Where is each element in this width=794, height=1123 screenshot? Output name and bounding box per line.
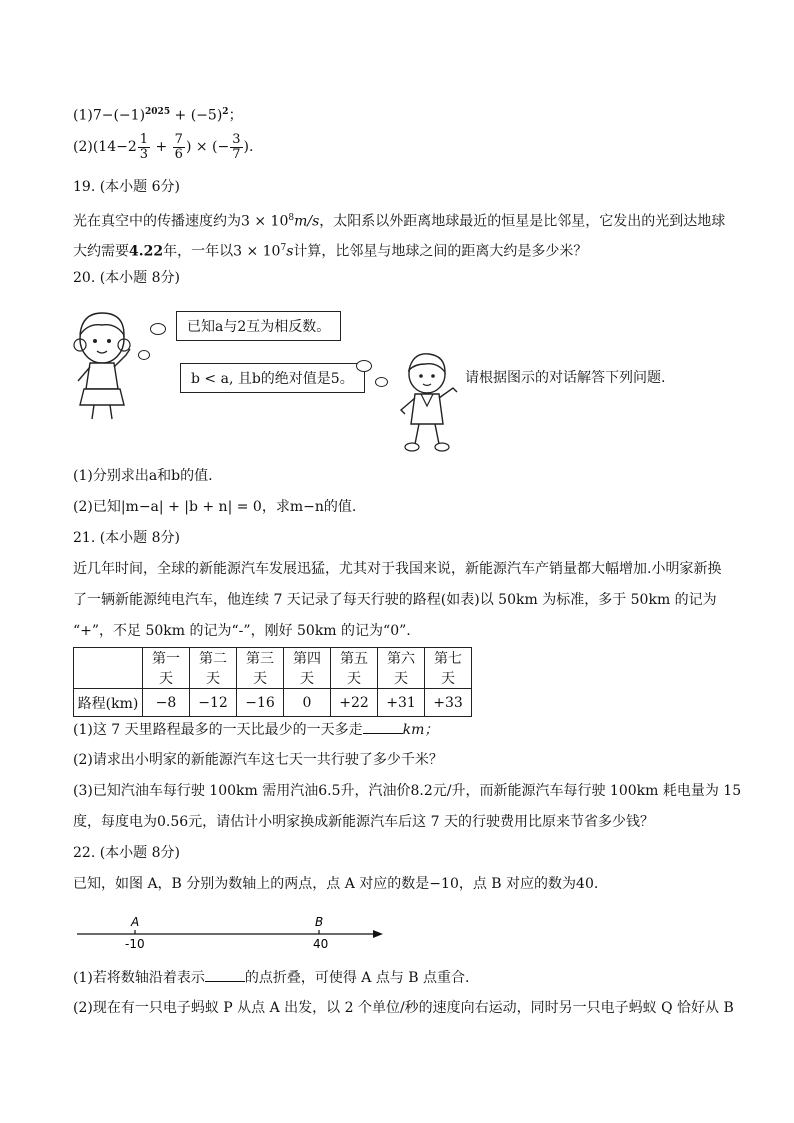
q22-part1 [73,967,470,988]
frac-num: 3 [232,131,241,147]
q19-years: 4.22 [129,243,164,260]
q19-text1-a: 光在真空中的传播速度约为 [73,213,241,230]
table-cell: +31 [378,689,425,717]
thought-cloud-4 [375,377,388,387]
fraction-three-sevenths [230,133,242,162]
q21-intro-line1: 近几年时间，全球的新能源汽车发展迅猛，尤其对于我国来说，新能源汽车产销量都大幅增加.小明家新换 [73,561,722,577]
frac-num: 7 [174,131,183,147]
q19-secs: 3 × 10 [233,243,281,260]
point-a-label: A [131,915,140,929]
q21-heading: 21. (本小题 8分) [73,530,180,546]
point-b-value: 40 [313,937,329,951]
table-header-cell: 第四天 [284,648,331,689]
table-row [74,689,472,717]
q21-intro-line2: 了一辆新能源纯电汽车，他连续 7 天记录了每天行驶的路程(如表)以 50km 为标准，多于 50km 的记为 [73,592,717,608]
q19-speed-unit: m/s [294,213,320,230]
number-line-arrow [373,930,383,938]
q22-intro: 已知，如图 A，B 分别为数轴上的两点，点 A 对应的数是−10，点 B 对应的数为40. [73,876,599,892]
boy-speech-text: b < a, 且b的绝对值是5。 [191,371,354,387]
q18-part2 [73,130,253,164]
table-cell: 0 [284,689,331,717]
table-cell: −16 [237,689,284,717]
q20-heading: 20. (本小题 8分) [73,270,180,286]
fraction-one-third [138,133,150,162]
table-header-cell: 第一天 [143,648,190,689]
q21-p1-a: (1)这 7 天里路程最多的一天比最少的一天多走 [73,722,363,738]
table-header-cell: 第二天 [190,648,237,689]
table-header-row [74,648,472,689]
q21-part3-line1: (3)已知汽油车每行驶 100km 需用汽油6.5升，汽油价8.2元/升，而新能源汽车每行驶 100km 耗电量为 15 [73,783,742,799]
point-b-label: B [315,915,324,929]
q19-text2-a: 大约需要 [73,243,129,260]
q18-p2-end: ). [243,139,254,155]
table-cell: −12 [190,689,237,717]
girl-speech-text: 已知a与2互为相反数。 [187,319,331,335]
table-cell: −8 [143,689,190,717]
q19-text2-b: 年，一年以 [163,243,234,260]
table-header-cell [74,648,143,689]
mileage-table [73,647,472,717]
number-line [73,912,393,952]
q21-part3-line2: 度，每度电为0.56元，请估计小明家换成新能源汽车后这 7 天的行驶费用比原来节省多少钱？ [73,814,654,830]
q18-p2-times: ) × (− [185,139,230,155]
q21-intro-line3: “+”，不足 50km 的记为“-”，刚好 50km 的记为“0”. [73,623,411,639]
table-cell: +22 [331,689,378,717]
q18-p2-plus: + [151,139,172,155]
frac-den: 3 [139,146,149,162]
table-header-cell: 第五天 [331,648,378,689]
table-header-cell: 第七天 [425,648,472,689]
q21-part1 [73,719,438,740]
q20-part1: (1)分别求出a和b的值. [73,468,213,484]
q19-text2-c: 计算，比邻星与地球之间的距离大约是多少米？ [293,243,588,260]
q22-heading: 22. (本小题 8分) [73,845,180,861]
point-a-value: -10 [125,937,145,951]
q19-secs-exp: 7 [280,243,287,253]
boy-speech-box [180,363,365,393]
q19-heading: 19. (本小题 6分) [73,179,180,195]
frac-num: 1 [139,131,149,147]
q19-text-line1 [73,208,725,232]
girl-speech-box [176,311,341,341]
table-row-label: 路程(km) [74,689,143,717]
q19-speed: 3 × 10 [241,213,289,230]
q18-p1-end: ； [228,107,243,124]
q22-p1-b: 的点折叠，可使得 A 点与 B 点重合. [244,970,470,986]
table-header-cell: 第六天 [378,648,425,689]
q18-p1-prefix: (1)7−(−1) [73,107,146,124]
answer-blank[interactable] [363,719,403,734]
frac-den: 7 [232,146,241,162]
thought-cloud-3 [356,360,372,372]
q19-secs-unit: s [286,243,294,260]
q19-text1-b: ，太阳系以外距离地球最近的恒星是比邻星，它发出的光到达地球 [319,213,726,230]
q19-speed-exp: 8 [288,213,295,223]
frac-den: 6 [174,146,183,162]
q18-p1-exp2: 2 [222,107,229,117]
girl-illustration [66,305,146,423]
q18-p2-prefix: (2)(14−2 [73,139,137,155]
thought-cloud-2 [138,350,150,360]
q21-part2: (2)请求出小明家的新能源汽车这七天一共行驶了多少千米？ [73,752,443,768]
q22-part2: (2)现在有一只电子蚂蚁 P 从点 A 出发，以 2 个单位/秒的速度向右运动，同时另一只电子蚂蚁 Q 恰好从 B [73,1000,734,1016]
fraction-seven-sixths [173,133,185,162]
table-header-cell: 第三天 [237,648,284,689]
thought-cloud-1 [150,323,166,335]
q18-p1-exp: 2025 [145,107,171,117]
q18-part1 [73,102,243,126]
q19-text-line2 [73,238,587,262]
q20-side-text: 请根据图示的对话解答下列问题. [465,370,666,386]
q22-p1-a: (1)若将数轴沿着表示 [73,970,205,986]
answer-blank[interactable] [205,967,245,982]
boy-illustration [395,348,463,453]
q20-part2: (2)已知|m−a| + |b + n| = 0，求m−n的值. [73,499,357,515]
q18-p1-mid: + (−5) [170,107,223,124]
q21-p1-b: km； [402,722,439,738]
table-cell: +33 [425,689,472,717]
